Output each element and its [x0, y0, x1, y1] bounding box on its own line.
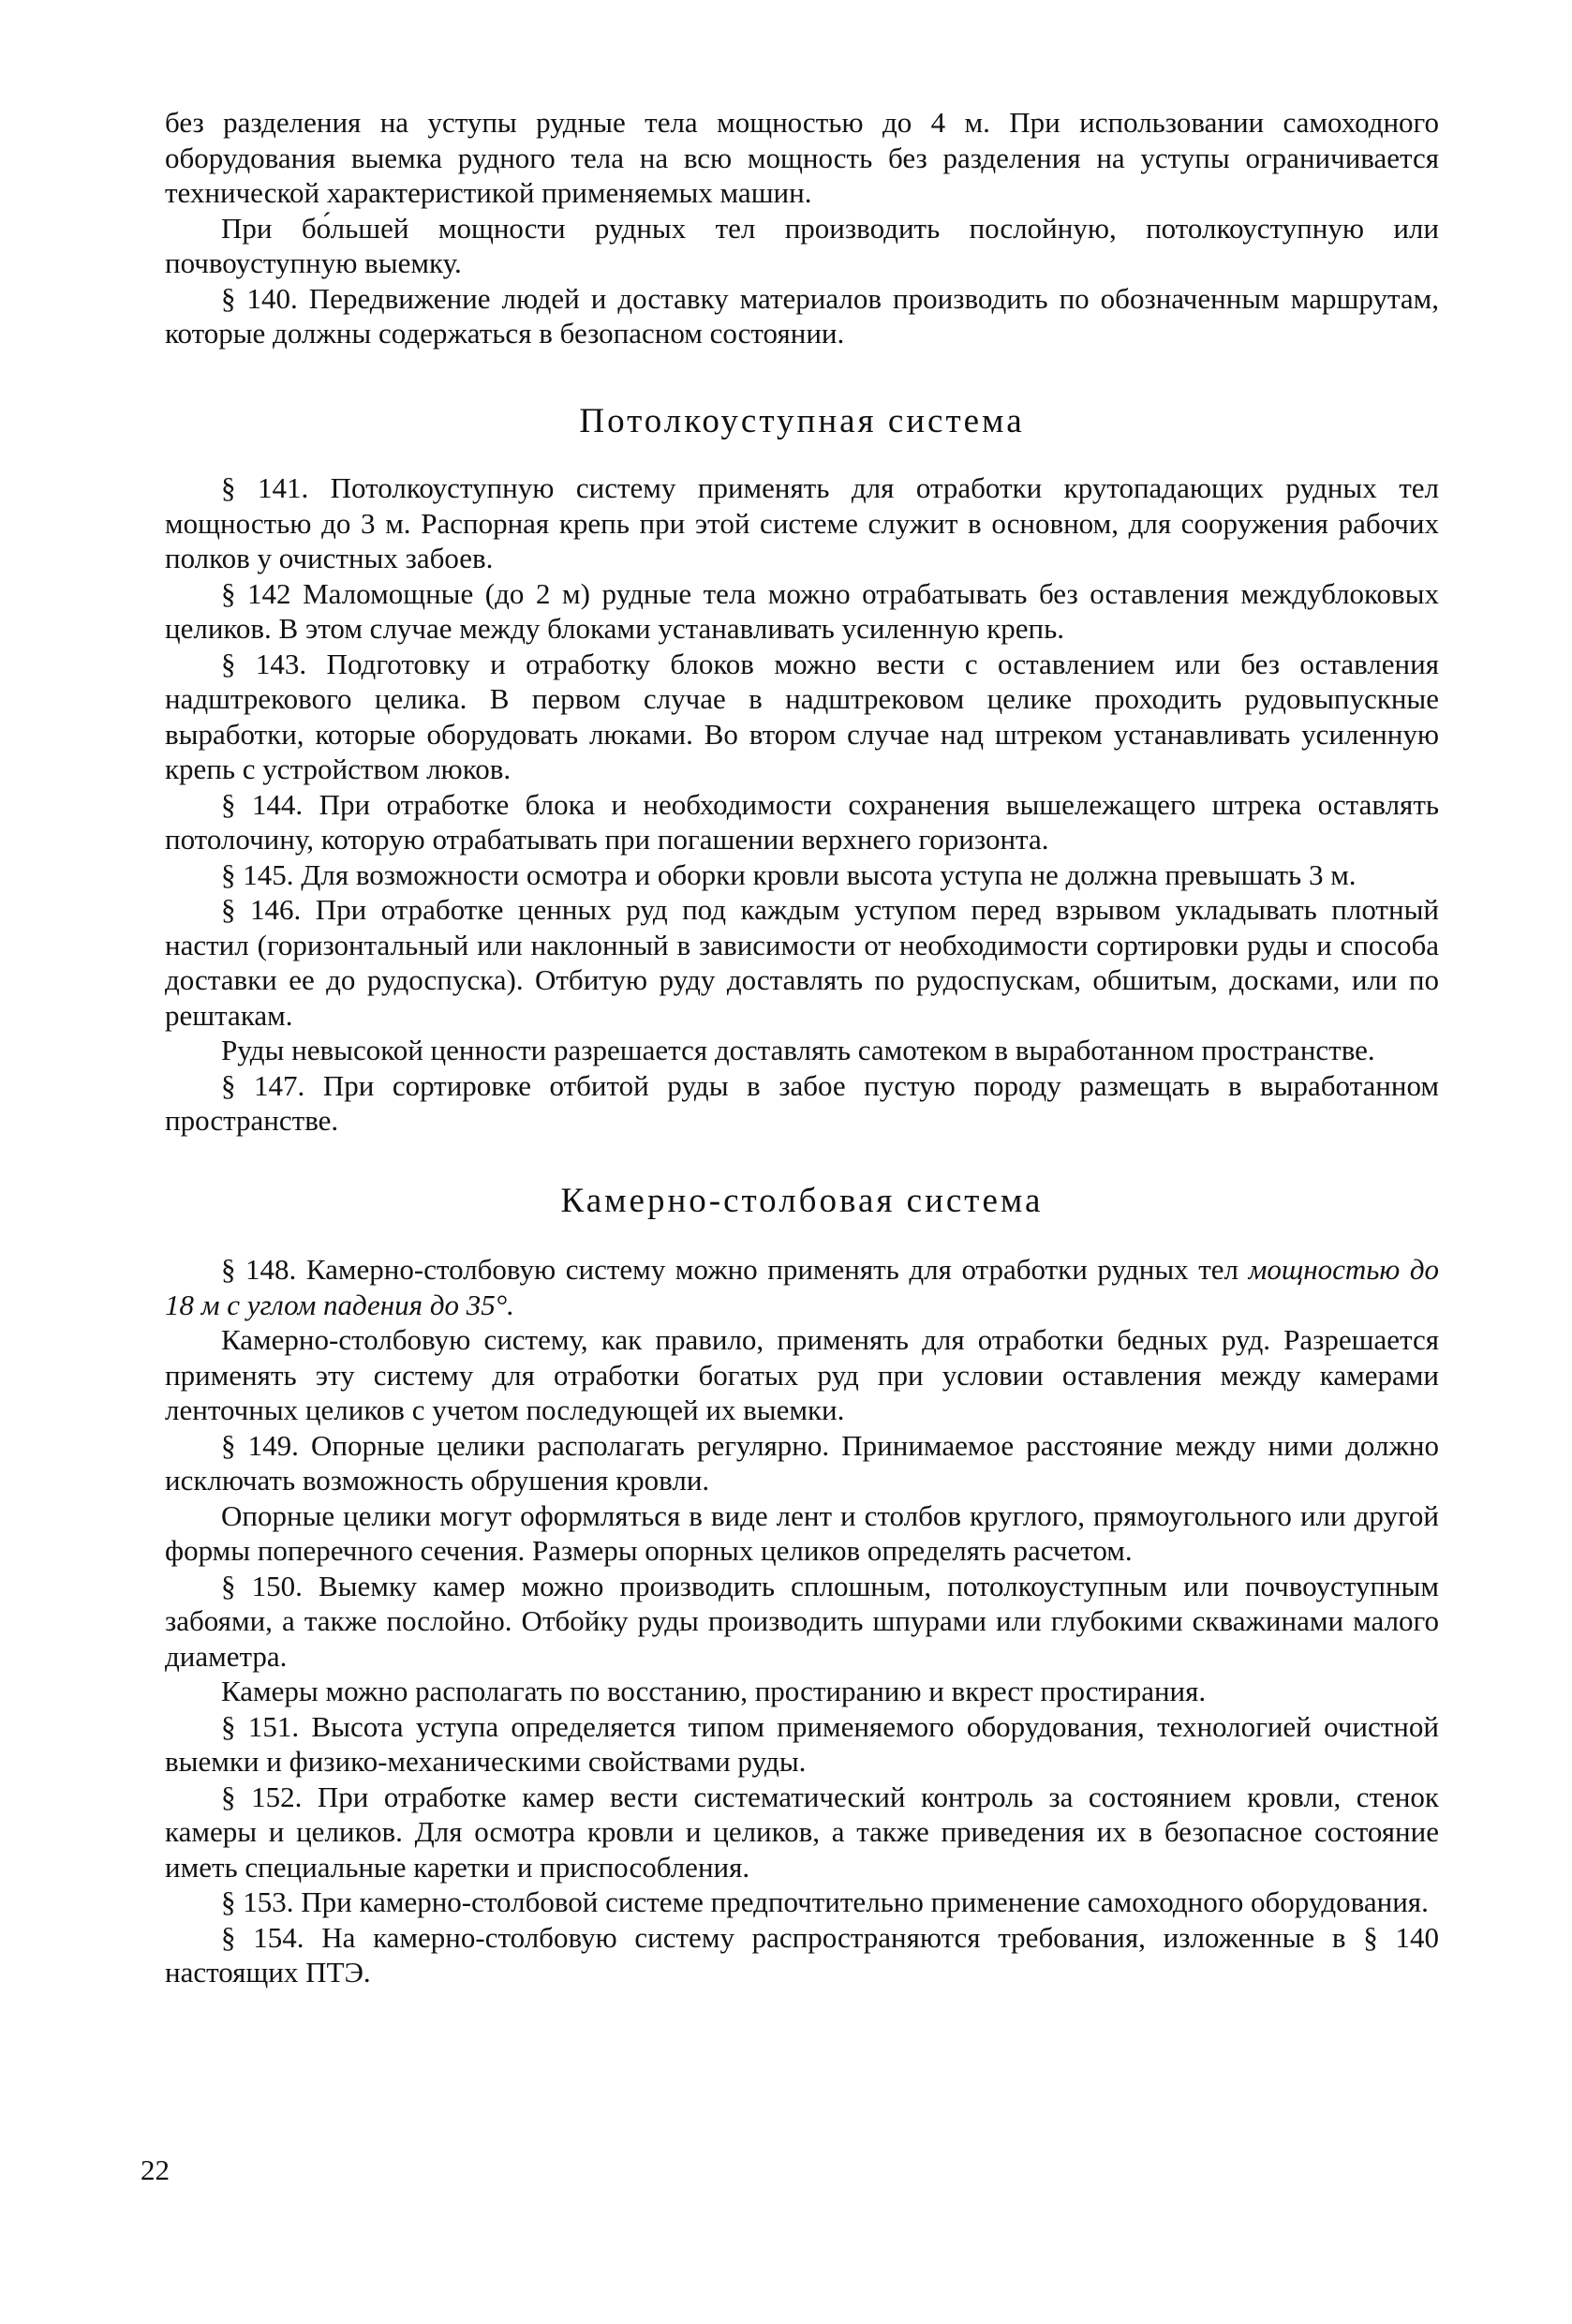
paragraph-152: § 152. При отработке камер вести систематический контроль за состоянием кровли, стенок камеры и целиков. Для осмотра кровли и целиков, а также приведения их в безопасное состояние иметь специальные каретки и приспособления. — [165, 1780, 1439, 1884]
paragraph-147: § 147. При сортировке отбитой руды в забое пустую породу размещать в выработанном пространстве. — [165, 1068, 1439, 1137]
section-heading-room-and-pillar: Камерно-столбовая система — [560, 1181, 1044, 1220]
page-body — [165, 105, 1439, 1990]
paragraph-149: § 149. Опорные целики располагать регулярно. Принимаемое расстояние между ними должно исключать возможность обрушения кровли. — [165, 1428, 1439, 1497]
paragraph-chamber-layout: Камеры можно располагать по восстанию, простиранию и вкрест простирания. — [221, 1675, 1207, 1707]
paragraph-148-italic: мощностью до 18 м с углом падения до 35°. — [165, 1253, 1439, 1321]
paragraph-poor-ores: Камерно-столбовую систему, как правило, применять для отработки бедных руд. Разрешается применять эту систему для отработки богатых руд при условии оставления между камерами ленточных целиков с учетом последующей их выемки. — [165, 1323, 1439, 1426]
paragraph-support-pillars: Опорные целики могут оформляться в виде лент и столбов круглого, прямоугольного или другой формы поперечного сечения. Размеры опорных целиков определять расчетом. — [165, 1498, 1439, 1567]
paragraph-145: § 145. Для возможности осмотра и оборки кровли высота уступа не должна превышать 3 м. — [221, 857, 1357, 891]
paragraph-150: § 150. Выемку камер можно производить сплошным, потолкоуступным или почвоуступным забоями, а также послойно. Отбойку руды производить шпурами или глубокими скважинами малого диаметра. — [165, 1569, 1439, 1673]
paragraph-153: § 153. При камерно-столбовой системе предпочтительно применение самоходного оборудования. — [221, 1885, 1429, 1918]
page-number: 22 — [141, 2153, 170, 2186]
paragraph-151: § 151. Высота уступа определяется типом применяемого оборудования, технологией очистной выемки и физико-механическими свойствами руды. — [165, 1709, 1439, 1778]
paragraph-continuation: без разделения на уступы рудные тела мощностью до 4 м. При использовании самоходного оборудования выемка рудного тела на всю мощность без разделения на уступы ограничивается технической характеристикой применяемых машин. — [165, 106, 1439, 209]
paragraph-142: § 142 Маломощные (до 2 м) рудные тела можно отрабатывать без оставления междублоковых целиков. В этом случае между блоками устанавливать усиленную крепь. — [165, 576, 1439, 645]
paragraph-low-value-ores: Руды невысокой ценности разрешается доставлять самотеком в выработанном пространстве. — [221, 1034, 1375, 1066]
paragraph-146: § 146. При отработке ценных руд под каждым уступом перед взрывом укладывать плотный настил (горизонтальный или наклонный в зависимости от необходимости сортировки руды и способа доставки ее до рудоспуска). Отбитую руду доставлять по рудоспускам, обшитым, досками, или по рештакам. — [165, 893, 1439, 1032]
paragraph-148 — [165, 1252, 1439, 1322]
paragraph-143: § 143. Подготовку и отработку блоков можно вести с оставлением или без оставления надштрекового целика. В первом случае в надштрековом целике проходить рудовыпускные выработки, которые оборудовать люками. Во втором случае над штреком устанавливать усиленную крепь с устройством люков. — [165, 647, 1439, 785]
paragraph-141: § 141. Потолкоуступную систему применять для отработки крутопадающих рудных тел мощностью до 3 м. Распорная крепь при этой системе служит в основном, для сооружения рабочих полков у очистных забоев. — [165, 471, 1439, 574]
paragraph-144: § 144. При отработке блока и необходимости сохранения вышележащего штрека оставлять потолочину, которую отрабатывать при погашении верхнего горизонта. — [165, 787, 1439, 856]
paragraph-154: § 154. На камерно-столбовую систему распространяются требования, изложенные в § 140 настоящих ПТЭ. — [165, 1920, 1439, 1989]
paragraph-larger-thickness: При бо́льшей мощности рудных тел производить послойную, потолкоуступную или почвоуступную выемку. — [165, 211, 1439, 279]
section-heading-overhand-stoping: Потолкоуступная система — [579, 401, 1025, 440]
paragraph-148-text: § 148. Камерно-столбовую систему можно применять для отработки рудных тел — [221, 1253, 1249, 1286]
paragraph-140: § 140. Передвижение людей и доставку материалов производить по обозначенным маршрутам, которые должны содержаться в безопасном состоянии. — [165, 281, 1439, 350]
